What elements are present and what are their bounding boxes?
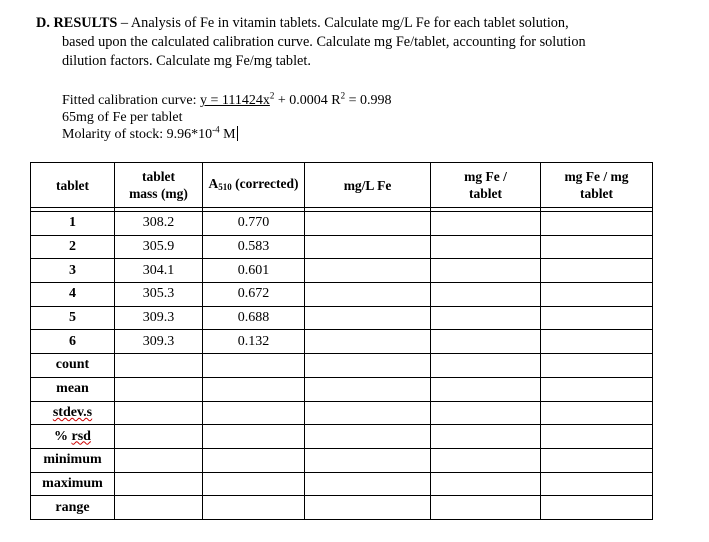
stat-cell[interactable] — [431, 496, 541, 520]
stat-label-mean: mean — [31, 377, 115, 401]
mg-fe-mg-cell[interactable] — [541, 330, 653, 354]
molarity-exponent: -4 — [212, 124, 220, 135]
header-mass — [115, 163, 203, 208]
stat-cell[interactable] — [203, 425, 305, 449]
mg-fe-tablet-cell[interactable] — [431, 212, 541, 236]
results-heading — [36, 14, 676, 71]
stat-cell[interactable] — [541, 496, 653, 520]
stat-label-range: range — [31, 496, 115, 520]
absorbance-cell[interactable]: 0.601 — [203, 259, 305, 283]
stat-cell[interactable] — [541, 401, 653, 425]
stat-row-count — [31, 354, 653, 378]
stat-cell[interactable] — [305, 377, 431, 401]
r-squared-exponent: 2 — [340, 90, 346, 101]
header-abs-suffix: (corrected) — [231, 175, 299, 191]
absorbance-cell[interactable]: 0.770 — [203, 212, 305, 236]
stat-cell[interactable] — [203, 448, 305, 472]
stat-cell[interactable] — [115, 377, 203, 401]
mg-fe-tablet-cell[interactable] — [431, 259, 541, 283]
mg-fe-tablet-cell[interactable] — [431, 306, 541, 330]
r-squared-value: = 0.998 — [345, 93, 392, 108]
header-mass-l2: mass (mg) — [129, 186, 188, 201]
header-mgfemg-l1: mg Fe / mg — [564, 169, 629, 184]
stat-cell[interactable] — [115, 425, 203, 449]
table-row — [31, 212, 653, 236]
curve-intercept: + 0.0004 R — [274, 93, 341, 108]
tablet-number: 2 — [31, 235, 115, 259]
stat-cell[interactable] — [305, 496, 431, 520]
stdev-label-text: stdev.s — [52, 404, 93, 420]
stat-cell[interactable] — [203, 496, 305, 520]
stat-label-minimum: minimum — [31, 448, 115, 472]
header-absorbance — [203, 163, 305, 208]
stat-row-mean — [31, 377, 653, 401]
stat-cell[interactable] — [305, 448, 431, 472]
mg-fe-tablet-cell[interactable] — [431, 235, 541, 259]
mg-fe-tablet-cell[interactable] — [431, 283, 541, 307]
table-row — [31, 283, 653, 307]
mass-cell[interactable]: 309.3 — [115, 330, 203, 354]
mg-fe-mg-cell[interactable] — [541, 259, 653, 283]
calibration-info — [62, 92, 392, 143]
mass-cell[interactable]: 305.3 — [115, 283, 203, 307]
tablet-number: 5 — [31, 306, 115, 330]
results-table — [30, 162, 653, 520]
stat-cell[interactable] — [541, 377, 653, 401]
molarity-line[interactable] — [62, 126, 392, 143]
stat-row-stdev — [31, 401, 653, 425]
mg-per-l-cell[interactable] — [305, 259, 431, 283]
stat-cell[interactable] — [541, 472, 653, 496]
heading-line-1 — [36, 14, 676, 33]
rsd-word: rsd — [71, 428, 91, 444]
header-mgfe-l2: tablet — [469, 186, 502, 201]
header-mg-per-l: mg/L Fe — [305, 163, 431, 208]
curve-prefix: Fitted calibration curve: — [62, 93, 201, 108]
heading-text-1: Analysis of Fe in vitamin tablets. Calculate mg/L Fe for each tablet solution, — [130, 15, 569, 31]
stat-cell[interactable] — [305, 425, 431, 449]
tablet-number: 1 — [31, 212, 115, 236]
stat-row-rsd — [31, 425, 653, 449]
header-mg-fe-tablet — [431, 163, 541, 208]
stat-label-count: count — [31, 354, 115, 378]
table-row — [31, 235, 653, 259]
header-abs-sub: 510 — [218, 181, 232, 192]
stat-cell[interactable] — [431, 425, 541, 449]
mass-cell[interactable]: 304.1 — [115, 259, 203, 283]
mg-fe-mg-cell[interactable] — [541, 283, 653, 307]
heading-line-2: based upon the calculated calibration curve. Calculate mg Fe/tablet, accounting for solution — [62, 34, 586, 50]
stat-label-maximum: maximum — [31, 472, 115, 496]
stat-label-stdev — [31, 401, 115, 425]
table-row — [31, 259, 653, 283]
stat-cell[interactable] — [115, 472, 203, 496]
curve-exponent: 2 — [269, 90, 275, 101]
stat-cell[interactable] — [203, 377, 305, 401]
stat-cell[interactable] — [541, 448, 653, 472]
absorbance-cell[interactable]: 0.672 — [203, 283, 305, 307]
stat-cell[interactable] — [115, 401, 203, 425]
stat-cell[interactable] — [203, 401, 305, 425]
mg-fe-mg-cell[interactable] — [541, 306, 653, 330]
absorbance-cell[interactable]: 0.583 — [203, 235, 305, 259]
stat-cell[interactable] — [431, 401, 541, 425]
mg-per-l-cell[interactable] — [305, 330, 431, 354]
mg-per-l-cell[interactable] — [305, 306, 431, 330]
mg-per-l-cell[interactable] — [305, 283, 431, 307]
fe-per-tablet-line: 65mg of Fe per tablet — [62, 110, 183, 125]
header-tablet: tablet — [31, 163, 115, 208]
header-mass-l1: tablet — [142, 169, 175, 184]
stat-cell[interactable] — [305, 401, 431, 425]
stat-cell[interactable] — [305, 472, 431, 496]
mg-fe-tablet-cell[interactable] — [431, 330, 541, 354]
header-mgfe-l1: mg Fe / — [464, 169, 507, 184]
stat-cell[interactable] — [541, 425, 653, 449]
stat-cell[interactable] — [115, 496, 203, 520]
section-label: D. RESULTS — [36, 15, 118, 31]
absorbance-cell[interactable]: 0.688 — [203, 306, 305, 330]
text-cursor — [237, 126, 238, 141]
stat-cell[interactable] — [115, 448, 203, 472]
mass-cell[interactable]: 309.3 — [115, 306, 203, 330]
stat-row-maximum — [31, 472, 653, 496]
table-row — [31, 330, 653, 354]
calibration-curve-line — [62, 92, 392, 109]
header-mgfemg-l2: tablet — [580, 186, 613, 201]
stat-cell[interactable] — [203, 354, 305, 378]
rsd-prefix: % — [54, 428, 72, 444]
heading-line-3: dilution factors. Calculate mg Fe/mg tablet. — [62, 53, 311, 69]
heading-dash: – — [117, 15, 131, 31]
header-row — [31, 163, 653, 208]
mg-fe-mg-cell[interactable] — [541, 212, 653, 236]
absorbance-cell[interactable]: 0.132 — [203, 330, 305, 354]
stat-cell[interactable] — [305, 354, 431, 378]
molarity-text: Molarity of stock: 9.96*10 — [62, 127, 213, 142]
mg-per-l-cell[interactable] — [305, 235, 431, 259]
stat-cell[interactable] — [431, 448, 541, 472]
stat-cell[interactable] — [203, 472, 305, 496]
stat-cell[interactable] — [431, 472, 541, 496]
curve-equation: y = 111424x — [200, 93, 270, 108]
molarity-unit: M — [219, 127, 236, 142]
mg-fe-mg-cell[interactable] — [541, 235, 653, 259]
stat-cell[interactable] — [431, 354, 541, 378]
mass-cell[interactable]: 305.9 — [115, 235, 203, 259]
mass-cell[interactable]: 308.2 — [115, 212, 203, 236]
stat-row-minimum — [31, 448, 653, 472]
tablet-number: 6 — [31, 330, 115, 354]
header-abs-a: A — [208, 175, 219, 191]
tablet-number: 3 — [31, 259, 115, 283]
stat-cell[interactable] — [431, 377, 541, 401]
stat-row-range — [31, 496, 653, 520]
table-row — [31, 306, 653, 330]
header-mg-fe-mg-tablet — [541, 163, 653, 208]
tablet-number: 4 — [31, 283, 115, 307]
stat-cell[interactable] — [115, 354, 203, 378]
mg-per-l-cell[interactable] — [305, 212, 431, 236]
stat-cell[interactable] — [541, 354, 653, 378]
stat-label-rsd — [31, 425, 115, 449]
